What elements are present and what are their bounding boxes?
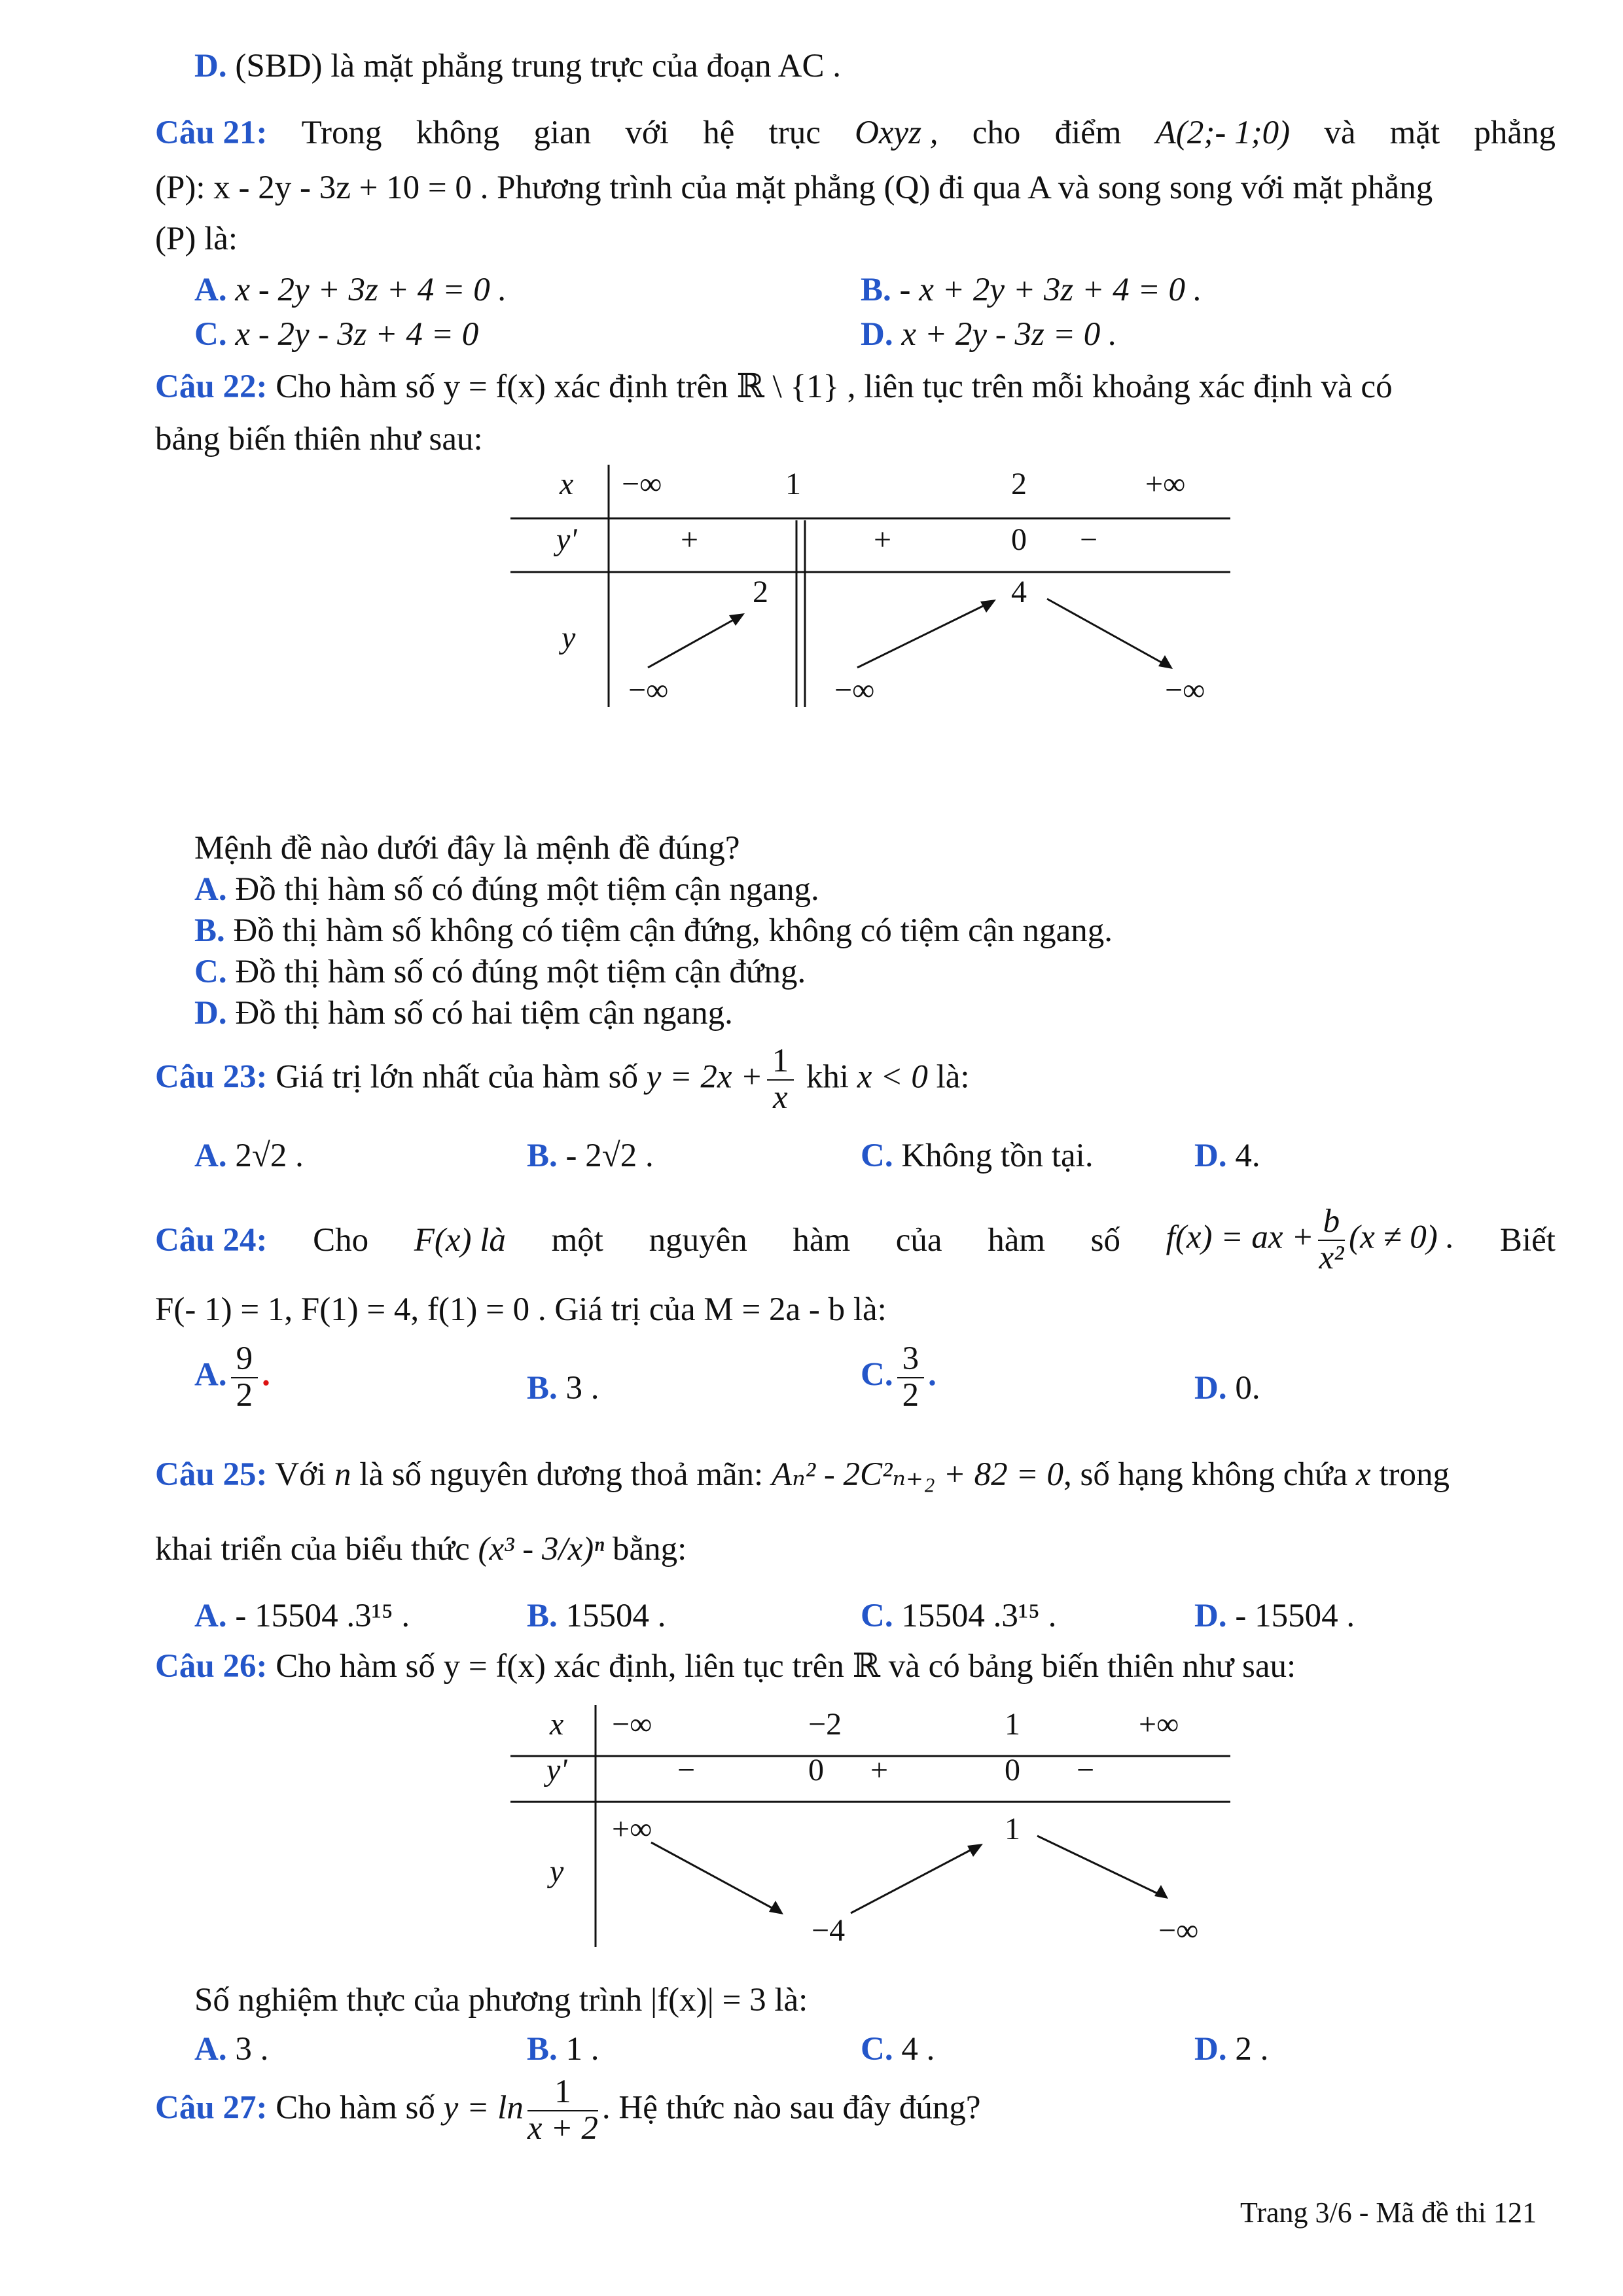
- q23-stem: Câu 23: Giá trị lớn nhất của hàm số y = 2x + $\frac{1}{x}$ khi x < 0 là:: [155, 1043, 970, 1116]
- q24-fraction: $\frac{b}{\text{x²}}$: [1319, 1203, 1344, 1276]
- q26-prompt: Số nghiệm thực của phương trình |f(x)| = 3 là:: [194, 1982, 808, 2018]
- page-footer: Trang 3/6 - Mã đề thi 121: [1240, 2197, 1537, 2229]
- svg-text:4: 4: [1011, 575, 1027, 609]
- svg-text:1: 1: [1005, 1812, 1020, 1846]
- q21-option-c: C. x - 2y - 3z + 4 = 0: [194, 316, 479, 353]
- svg-text:1: 1: [785, 467, 801, 501]
- svg-text:−∞: −∞: [1158, 1913, 1199, 1948]
- q23-label: Câu 23:: [155, 1058, 268, 1096]
- q24-option-b: B. 3 .: [527, 1370, 599, 1407]
- q21-line2: (P): x - 2y - 3z + 10 = 0 . Phương trình của mặt phẳng (Q) đi qua A và song song với mặt phẳng: [155, 170, 1433, 206]
- svg-text:+: +: [874, 522, 892, 557]
- svg-text:2: 2: [753, 575, 768, 609]
- q23-option-b: B. - 2√2 .: [527, 1138, 654, 1174]
- q23-fraction: $\frac{1}{x}$: [767, 1044, 794, 1115]
- q26-option-d: D. 2 .: [1194, 2031, 1269, 2068]
- q24-option-c: C. $\frac{3}{2}$ .: [861, 1340, 936, 1414]
- q21-label: Câu 21:: [155, 115, 268, 151]
- q27-label: Câu 27:: [155, 2089, 268, 2126]
- t2-yp-label: y': [546, 1753, 567, 1787]
- svg-text:−2: −2: [808, 1707, 842, 1742]
- svg-text:+∞: +∞: [1145, 467, 1186, 501]
- q23-option-c: C. Không tồn tại.: [861, 1138, 1094, 1174]
- q22-option-c: C. Đồ thị hàm số có đúng một tiệm cận đứng.: [194, 954, 806, 990]
- svg-text:−∞: −∞: [612, 1707, 652, 1742]
- svg-text:−∞: −∞: [1165, 673, 1205, 708]
- q26-option-c: C. 4 .: [861, 2031, 935, 2068]
- q24-line2: F(- 1) = 1, F(1) = 4, f(1) = 0 . Giá trị của M = 2a - b là:: [155, 1291, 887, 1328]
- svg-text:+: +: [870, 1753, 889, 1787]
- q25-option-c: C. 15504 .3¹⁵ .: [861, 1598, 1057, 1634]
- svg-text:2: 2: [1011, 467, 1027, 501]
- q21-option-a: A. x - 2y + 3z + 4 = 0 .: [194, 272, 507, 308]
- q21-option-d: D. x + 2y - 3z = 0 .: [861, 316, 1117, 353]
- q22-option-a: A. Đồ thị hàm số có đúng một tiệm cận ngang.: [194, 871, 819, 908]
- svg-text:+: +: [681, 522, 699, 557]
- q24-option-d: D. 0.: [1194, 1370, 1260, 1407]
- q26-label: Câu 26:: [155, 1648, 268, 1685]
- q22-label: Câu 22:: [155, 368, 268, 405]
- q24-line1: Câu 24: Cho F(x) là một nguyên hàm của hàm số f(x) = ax + $\frac{b}{\text{x²}}$ (x ≠ 0) . Biết: [155, 1203, 1556, 1276]
- svg-text:0: 0: [1005, 1753, 1020, 1787]
- q22-option-d: D. Đồ thị hàm số có hai tiệm cận ngang.: [194, 995, 733, 1031]
- q21-line1: Câu 21: Trong không gian với hệ trục Oxyz , cho điểm A(2;- 1;0) và mặt phẳng: [155, 113, 1556, 153]
- svg-text:−: −: [677, 1753, 696, 1787]
- svg-text:−∞: −∞: [834, 673, 875, 708]
- svg-text:0: 0: [1011, 522, 1027, 557]
- q27-stem: Câu 27: Cho hàm số y = ln $\frac{1}{x + 2}$ . Hệ thức nào sau đây đúng?: [155, 2073, 981, 2147]
- t2-y-label: y: [550, 1854, 564, 1889]
- q24-option-a: A. $\frac{9}{2}$ .: [194, 1340, 270, 1414]
- t1-y-label: y: [562, 620, 576, 655]
- q25-option-a: A. - 15504 .3¹⁵ .: [194, 1598, 410, 1634]
- q21-option-b: B. - x + 2y + 3z + 4 = 0 .: [861, 272, 1202, 308]
- q25-line2: khai triển của biểu thức (x³ - 3/x)ⁿ bằng:: [155, 1531, 687, 1568]
- svg-text:−: −: [1080, 522, 1098, 557]
- q26-line1: Câu 26: Cho hàm số y = f(x) xác định, liên tục trên ℝ và có bảng biến thiên như sau:: [155, 1648, 1296, 1685]
- q22-option-b: B. Đồ thị hàm số không có tiệm cận đứng, không có tiệm cận ngang.: [194, 912, 1113, 949]
- q24-label: Câu 24:: [155, 1221, 268, 1259]
- q21-line3: (P) là:: [155, 221, 238, 257]
- svg-text:−∞: −∞: [628, 673, 669, 708]
- q25-option-b: B. 15504 .: [527, 1598, 666, 1634]
- svg-text:−4: −4: [812, 1913, 846, 1948]
- q27-fraction: $\frac{1}{x + 2}$: [527, 2073, 598, 2147]
- q22-line2: bảng biến thiên như sau:: [155, 421, 483, 457]
- svg-text:1: 1: [1005, 1707, 1020, 1742]
- q23-option-a: A. 2√2 .: [194, 1138, 304, 1174]
- t1-yp-label: y': [556, 522, 577, 557]
- q25-line1: Câu 25: Với n là số nguyên dương thoả mãn: Aₙ² - 2C²ₙ₊₂ + 82 = 0, số hạng không chứa x trong: [155, 1456, 1450, 1493]
- t1-x-label: x: [560, 467, 574, 501]
- svg-text:−: −: [1077, 1753, 1095, 1787]
- t2-x-label: x: [550, 1707, 564, 1742]
- svg-text:−∞: −∞: [622, 467, 662, 501]
- svg-text:+∞: +∞: [1139, 1707, 1179, 1742]
- q26-option-b: B. 1 .: [527, 2031, 599, 2068]
- q26-option-a: A. 3 .: [194, 2031, 269, 2068]
- q23-option-d: D. 4.: [1194, 1138, 1260, 1174]
- q22-variation-table: [510, 458, 1237, 720]
- q22-line1: Câu 22: Cho hàm số y = f(x) xác định trên ℝ \ {1} , liên tục trên mỗi khoảng xác định và có: [155, 368, 1393, 405]
- q26-variation-table: [510, 1698, 1237, 1960]
- svg-text:0: 0: [808, 1753, 824, 1787]
- svg-text:+∞: +∞: [612, 1812, 652, 1846]
- q25-label: Câu 25:: [155, 1456, 268, 1493]
- q20-option-d: D. (SBD) là mặt phẳng trung trực của đoạn AC .: [194, 48, 841, 84]
- q22-prompt: Mệnh đề nào dưới đây là mệnh đề đúng?: [194, 830, 740, 867]
- q25-option-d: D. - 15504 .: [1194, 1598, 1355, 1634]
